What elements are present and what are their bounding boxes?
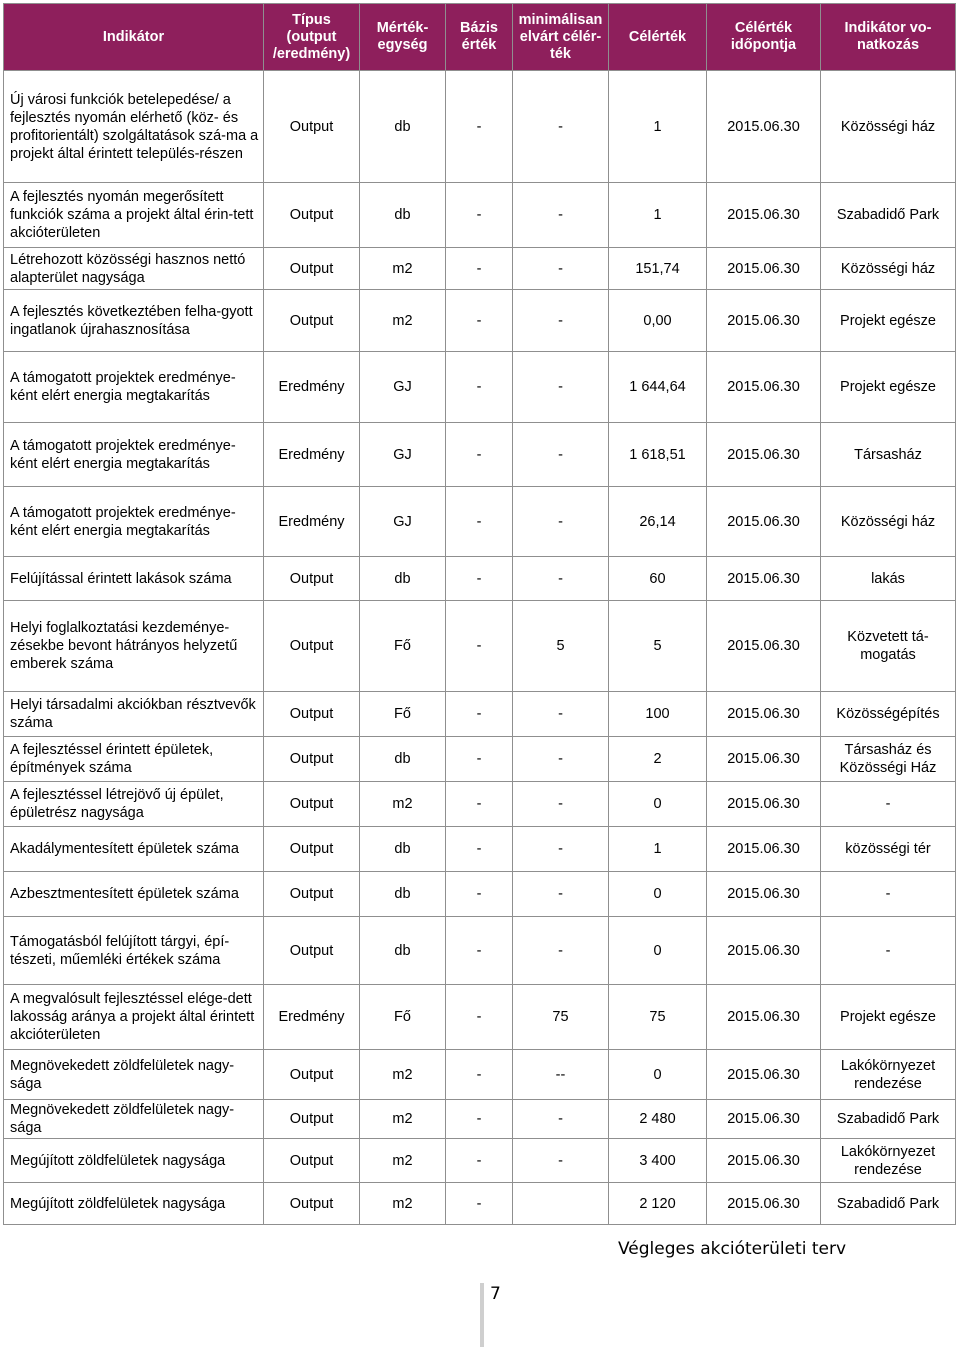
table-row	[4, 1050, 956, 1100]
min-target-cell: -	[513, 692, 609, 737]
indicator-cell: Megnövekedett zöldfelületek nagy-sága	[4, 1050, 264, 1100]
type-cell: Output	[264, 248, 360, 290]
indicator-cell: Helyi társadalmi akciókban résztvevők száma	[4, 692, 264, 737]
indicator-cell: Létrehozott közösségi hasznos nettó alapterület nagysága	[4, 248, 264, 290]
unit-cell: m2	[360, 1100, 446, 1139]
type-cell: Eredmény	[264, 487, 360, 557]
unit-cell: GJ	[360, 352, 446, 423]
base-cell: -	[446, 1100, 513, 1139]
base-cell: -	[446, 1050, 513, 1100]
base-cell: -	[446, 692, 513, 737]
min-target-cell: -	[513, 183, 609, 248]
type-cell: Eredmény	[264, 985, 360, 1050]
indicator-table	[3, 3, 956, 1225]
base-cell: -	[446, 352, 513, 423]
indicator-cell: Megújított zöldfelületek nagysága	[4, 1183, 264, 1225]
target-cell: 1	[609, 71, 707, 183]
scope-cell: -	[821, 782, 956, 827]
type-cell: Output	[264, 1139, 360, 1183]
header-celertek: Célérték	[609, 4, 707, 71]
unit-cell: db	[360, 827, 446, 872]
unit-cell: db	[360, 917, 446, 985]
footer-title: Végleges akcióterületi terv	[618, 1239, 847, 1259]
indicator-cell: Helyi foglalkoztatási kezdeménye-zésekbe bevont hátrányos helyzetű emberek száma	[4, 601, 264, 692]
table-row	[4, 827, 956, 872]
header-celertek-idopontja: Célérték időpontja	[707, 4, 821, 71]
target-date-cell: 2015.06.30	[707, 601, 821, 692]
base-cell: -	[446, 827, 513, 872]
table-row	[4, 423, 956, 487]
indicator-cell: Megújított zöldfelületek nagysága	[4, 1139, 264, 1183]
target-date-cell: 2015.06.30	[707, 1050, 821, 1100]
scope-cell: -	[821, 917, 956, 985]
base-cell: -	[446, 872, 513, 917]
min-target-cell: -	[513, 782, 609, 827]
indicator-cell: A fejlesztéssel érintett épületek, építmények száma	[4, 737, 264, 782]
base-cell: -	[446, 1139, 513, 1183]
header-bazis: Bázis érték	[446, 4, 513, 71]
unit-cell: Fő	[360, 601, 446, 692]
unit-cell: db	[360, 557, 446, 601]
target-date-cell: 2015.06.30	[707, 1100, 821, 1139]
header-mertekegyseg: Mérték-egység	[360, 4, 446, 71]
indicator-cell: Azbesztmentesített épületek száma	[4, 872, 264, 917]
min-target-cell	[513, 1183, 609, 1225]
indicator-cell: Akadálymentesített épületek száma	[4, 827, 264, 872]
min-target-cell: 5	[513, 601, 609, 692]
target-date-cell: 2015.06.30	[707, 487, 821, 557]
scope-cell: Projekt egésze	[821, 352, 956, 423]
scope-cell: Projekt egésze	[821, 290, 956, 352]
base-cell: -	[446, 487, 513, 557]
target-cell: 1	[609, 183, 707, 248]
table-row	[4, 692, 956, 737]
type-cell: Output	[264, 183, 360, 248]
base-cell: -	[446, 248, 513, 290]
min-target-cell: -	[513, 352, 609, 423]
min-target-cell: -	[513, 487, 609, 557]
unit-cell: db	[360, 872, 446, 917]
base-cell: -	[446, 290, 513, 352]
target-date-cell: 2015.06.30	[707, 71, 821, 183]
type-cell: Output	[264, 290, 360, 352]
indicator-cell: Megnövekedett zöldfelületek nagy-sága	[4, 1100, 264, 1139]
table-row	[4, 248, 956, 290]
scope-cell: Lakókörnyezet rendezése	[821, 1050, 956, 1100]
unit-cell: GJ	[360, 423, 446, 487]
type-cell: Output	[264, 557, 360, 601]
indicator-cell: A támogatott projektek eredménye-ként elért energia megtakarítás	[4, 352, 264, 423]
min-target-cell: -	[513, 71, 609, 183]
table-row	[4, 872, 956, 917]
scope-cell: Projekt egésze	[821, 985, 956, 1050]
scope-cell: Társasház és Közösségi Ház	[821, 737, 956, 782]
scope-cell: Közösségi ház	[821, 487, 956, 557]
min-target-cell: --	[513, 1050, 609, 1100]
target-cell: 2 120	[609, 1183, 707, 1225]
table-row	[4, 71, 956, 183]
header-minimalis: minimálisan elvárt célér-ték	[513, 4, 609, 71]
type-cell: Output	[264, 917, 360, 985]
scope-cell: Közvetett tá-mogatás	[821, 601, 956, 692]
unit-cell: m2	[360, 1183, 446, 1225]
type-cell: Eredmény	[264, 352, 360, 423]
target-cell: 2	[609, 737, 707, 782]
table-row	[4, 737, 956, 782]
scope-cell: Közösségi ház	[821, 71, 956, 183]
table-row	[4, 782, 956, 827]
type-cell: Output	[264, 1050, 360, 1100]
target-date-cell: 2015.06.30	[707, 827, 821, 872]
unit-cell: m2	[360, 1139, 446, 1183]
scope-cell: Közösségépítés	[821, 692, 956, 737]
table-row	[4, 352, 956, 423]
min-target-cell: -	[513, 1139, 609, 1183]
base-cell: -	[446, 183, 513, 248]
target-cell: 0	[609, 917, 707, 985]
header-indikator: Indikátor	[4, 4, 264, 71]
header-tipus: Típus (output /eredmény)	[264, 4, 360, 71]
target-date-cell: 2015.06.30	[707, 737, 821, 782]
table-row	[4, 1100, 956, 1139]
target-date-cell: 2015.06.30	[707, 917, 821, 985]
indicator-cell: A fejlesztés nyomán megerősített funkciók száma a projekt által érin-tett akcióterületen	[4, 183, 264, 248]
target-cell: 0,00	[609, 290, 707, 352]
base-cell: -	[446, 423, 513, 487]
table-row	[4, 1139, 956, 1183]
unit-cell: Fő	[360, 692, 446, 737]
indicator-cell: A támogatott projektek eredménye-ként elért energia megtakarítás	[4, 487, 264, 557]
min-target-cell: -	[513, 917, 609, 985]
indicator-cell: A fejlesztéssel létrejövő új épület, épületrész nagysága	[4, 782, 264, 827]
type-cell: Output	[264, 872, 360, 917]
target-date-cell: 2015.06.30	[707, 1183, 821, 1225]
type-cell: Output	[264, 737, 360, 782]
scope-cell: Társasház	[821, 423, 956, 487]
target-cell: 151,74	[609, 248, 707, 290]
scope-cell: Szabadidő Park	[821, 1183, 956, 1225]
target-date-cell: 2015.06.30	[707, 352, 821, 423]
page-number-divider	[480, 1283, 484, 1347]
scope-cell: Szabadidő Park	[821, 183, 956, 248]
base-cell: -	[446, 601, 513, 692]
unit-cell: Fő	[360, 985, 446, 1050]
unit-cell: db	[360, 737, 446, 782]
scope-cell: közösségi tér	[821, 827, 956, 872]
type-cell: Output	[264, 601, 360, 692]
target-cell: 1 644,64	[609, 352, 707, 423]
base-cell: -	[446, 71, 513, 183]
min-target-cell: -	[513, 872, 609, 917]
base-cell: -	[446, 1183, 513, 1225]
unit-cell: m2	[360, 1050, 446, 1100]
target-date-cell: 2015.06.30	[707, 985, 821, 1050]
target-date-cell: 2015.06.30	[707, 1139, 821, 1183]
table-row	[4, 183, 956, 248]
scope-cell: Szabadidő Park	[821, 1100, 956, 1139]
indicator-cell: Felújítással érintett lakások száma	[4, 557, 264, 601]
type-cell: Output	[264, 692, 360, 737]
base-cell: -	[446, 917, 513, 985]
type-cell: Output	[264, 782, 360, 827]
target-date-cell: 2015.06.30	[707, 692, 821, 737]
page-number: 7	[490, 1284, 501, 1304]
target-cell: 1	[609, 827, 707, 872]
type-cell: Output	[264, 1100, 360, 1139]
unit-cell: m2	[360, 248, 446, 290]
min-target-cell: -	[513, 737, 609, 782]
indicator-cell: A támogatott projektek eredménye-ként elért energia megtakarítás	[4, 423, 264, 487]
table-body	[4, 71, 956, 1225]
target-cell: 5	[609, 601, 707, 692]
target-cell: 75	[609, 985, 707, 1050]
target-date-cell: 2015.06.30	[707, 423, 821, 487]
target-cell: 60	[609, 557, 707, 601]
target-cell: 2 480	[609, 1100, 707, 1139]
scope-cell: Közösségi ház	[821, 248, 956, 290]
target-cell: 3 400	[609, 1139, 707, 1183]
unit-cell: GJ	[360, 487, 446, 557]
table-row	[4, 557, 956, 601]
target-cell: 26,14	[609, 487, 707, 557]
base-cell: -	[446, 782, 513, 827]
table-header-row	[4, 4, 956, 71]
min-target-cell: -	[513, 1100, 609, 1139]
min-target-cell: -	[513, 423, 609, 487]
target-date-cell: 2015.06.30	[707, 782, 821, 827]
unit-cell: m2	[360, 290, 446, 352]
min-target-cell: -	[513, 557, 609, 601]
min-target-cell: -	[513, 248, 609, 290]
unit-cell: m2	[360, 782, 446, 827]
target-date-cell: 2015.06.30	[707, 248, 821, 290]
indicator-cell: A fejlesztés következtében felha-gyott ingatlanok újrahasznosítása	[4, 290, 264, 352]
table-row	[4, 985, 956, 1050]
min-target-cell: -	[513, 827, 609, 872]
type-cell: Output	[264, 1183, 360, 1225]
target-cell: 0	[609, 872, 707, 917]
scope-cell: lakás	[821, 557, 956, 601]
target-date-cell: 2015.06.30	[707, 557, 821, 601]
unit-cell: db	[360, 71, 446, 183]
min-target-cell: -	[513, 290, 609, 352]
base-cell: -	[446, 737, 513, 782]
target-date-cell: 2015.06.30	[707, 183, 821, 248]
table-row	[4, 290, 956, 352]
base-cell: -	[446, 557, 513, 601]
target-date-cell: 2015.06.30	[707, 290, 821, 352]
indicator-cell: Új városi funkciók betelepedése/ a fejlesztés nyomán elérhető (köz- és profitorientált) szolgáltatások szá-ma a projekt által érintett település-részen	[4, 71, 264, 183]
header-vonatkozas: Indikátor vo-natkozás	[821, 4, 956, 71]
base-cell: -	[446, 985, 513, 1050]
min-target-cell: 75	[513, 985, 609, 1050]
scope-cell: Lakókörnyezet rendezése	[821, 1139, 956, 1183]
table-row	[4, 601, 956, 692]
table-row	[4, 1183, 956, 1225]
indicator-cell: A megvalósult fejlesztéssel elége-dett lakosság aránya a projekt által érintett akcióterületen	[4, 985, 264, 1050]
target-cell: 0	[609, 1050, 707, 1100]
target-cell: 1 618,51	[609, 423, 707, 487]
target-date-cell: 2015.06.30	[707, 872, 821, 917]
type-cell: Output	[264, 71, 360, 183]
target-cell: 0	[609, 782, 707, 827]
indicator-cell: Támogatásból felújított tárgyi, épí-tészeti, műemléki értékek száma	[4, 917, 264, 985]
scope-cell: -	[821, 872, 956, 917]
type-cell: Eredmény	[264, 423, 360, 487]
unit-cell: db	[360, 183, 446, 248]
target-cell: 100	[609, 692, 707, 737]
type-cell: Output	[264, 827, 360, 872]
table-row	[4, 487, 956, 557]
table-row	[4, 917, 956, 985]
